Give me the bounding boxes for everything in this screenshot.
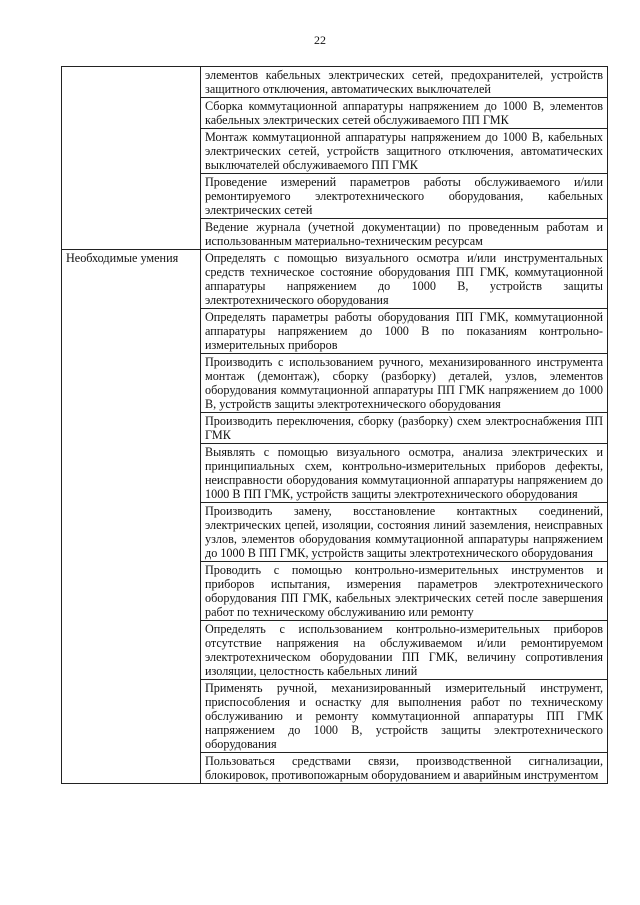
- table-cell: элементов кабельных электрических сетей, предохранителей, устройств защитного отключения, автоматических выключателей: [201, 67, 608, 98]
- table-cell: Определять с использованием контрольно-измерительных приборов отсутствие напряжения на обслуживаемом и/или ремонтируемом электротехническом оборудовании ПП ГМК, величину сопротивления изоляции, целостность кабельных линий: [201, 621, 608, 680]
- table-row: [62, 67, 608, 98]
- table-cell: Определять с помощью визуального осмотра и/или инструментальных средств техническое состояние оборудования ПП ГМК, коммутационной аппаратуры напряжением до 1000 В, устройств защиты электротехнического оборудования: [201, 250, 608, 309]
- table-cell: Сборка коммутационной аппаратуры напряжением до 1000 В, элементов кабельных электрических сетей обслуживаемого ПП ГМК: [201, 98, 608, 129]
- requirements-table: [61, 66, 608, 784]
- table-cell: Проводить с помощью контрольно-измерительных инструментов и приборов испытания, измерения параметров электротехнического оборудования ПП ГМК, кабельных электрических сетей после завершения работ по техническому обслуживанию или ремонту: [201, 562, 608, 621]
- table-cell: Применять ручной, механизированный измерительный инструмент, приспособления и оснастку для выполнения работ по техническому обслуживанию и ремонту коммутационной аппаратуры ПП ГМК напряжением до 1000 В, устройств защиты электротехнического оборудования: [201, 680, 608, 753]
- table-cell: Производить замену, восстановление контактных соединений, электрических цепей, изоляции, состояния линий заземления, неисправных узлов, элементов оборудования коммутационной аппаратуры напряжением до 1000 В ПП ГМК, устройств защиты электротехнического оборудования: [201, 503, 608, 562]
- table-cell: Ведение журнала (учетной документации) по проведенным работам и использованным материально-техническим ресурсам: [201, 219, 608, 250]
- skills-label: Необходимые умения: [62, 250, 201, 784]
- table-cell: Пользоваться средствами связи, производственной сигнализации, блокировок, противопожарным оборудованием и аварийным инструментом: [201, 753, 608, 784]
- table-cell: Монтаж коммутационной аппаратуры напряжением до 1000 В, кабельных электрических сетей, устройств защитного отключения, автоматических выключателей обслуживаемого ПП ГМК: [201, 129, 608, 174]
- table-cell: Определять параметры работы оборудования ПП ГМК, коммутационной аппаратуры напряжением до 1000 В по показаниям контрольно-измерительных приборов: [201, 309, 608, 354]
- table-cell: Производить переключения, сборку (разборку) схем электроснабжения ПП ГМК: [201, 413, 608, 444]
- table-row: [62, 250, 608, 309]
- page-number: 22: [314, 33, 326, 47]
- table-cell: Проведение измерений параметров работы обслуживаемого и/или ремонтируемого электротехнического оборудования, кабельных электрических сетей: [201, 174, 608, 219]
- empty-label-cell: [62, 67, 201, 250]
- table-cell: Выявлять с помощью визуального осмотра, анализа электрических и принципиальных схем, контрольно-измерительных приборов дефекты, неисправности оборудования коммутационной аппаратуры напряжением до 1000 В ПП ГМК, устройств защиты электротехнического оборудования: [201, 444, 608, 503]
- table-cell: Производить с использованием ручного, механизированного инструмента монтаж (демонтаж), сборку (разборку) деталей, узлов, элементов оборудования коммутационной аппаратуры ПП ГМК напряжением до 1000 В, устройств защиты электротехнического оборудования: [201, 354, 608, 413]
